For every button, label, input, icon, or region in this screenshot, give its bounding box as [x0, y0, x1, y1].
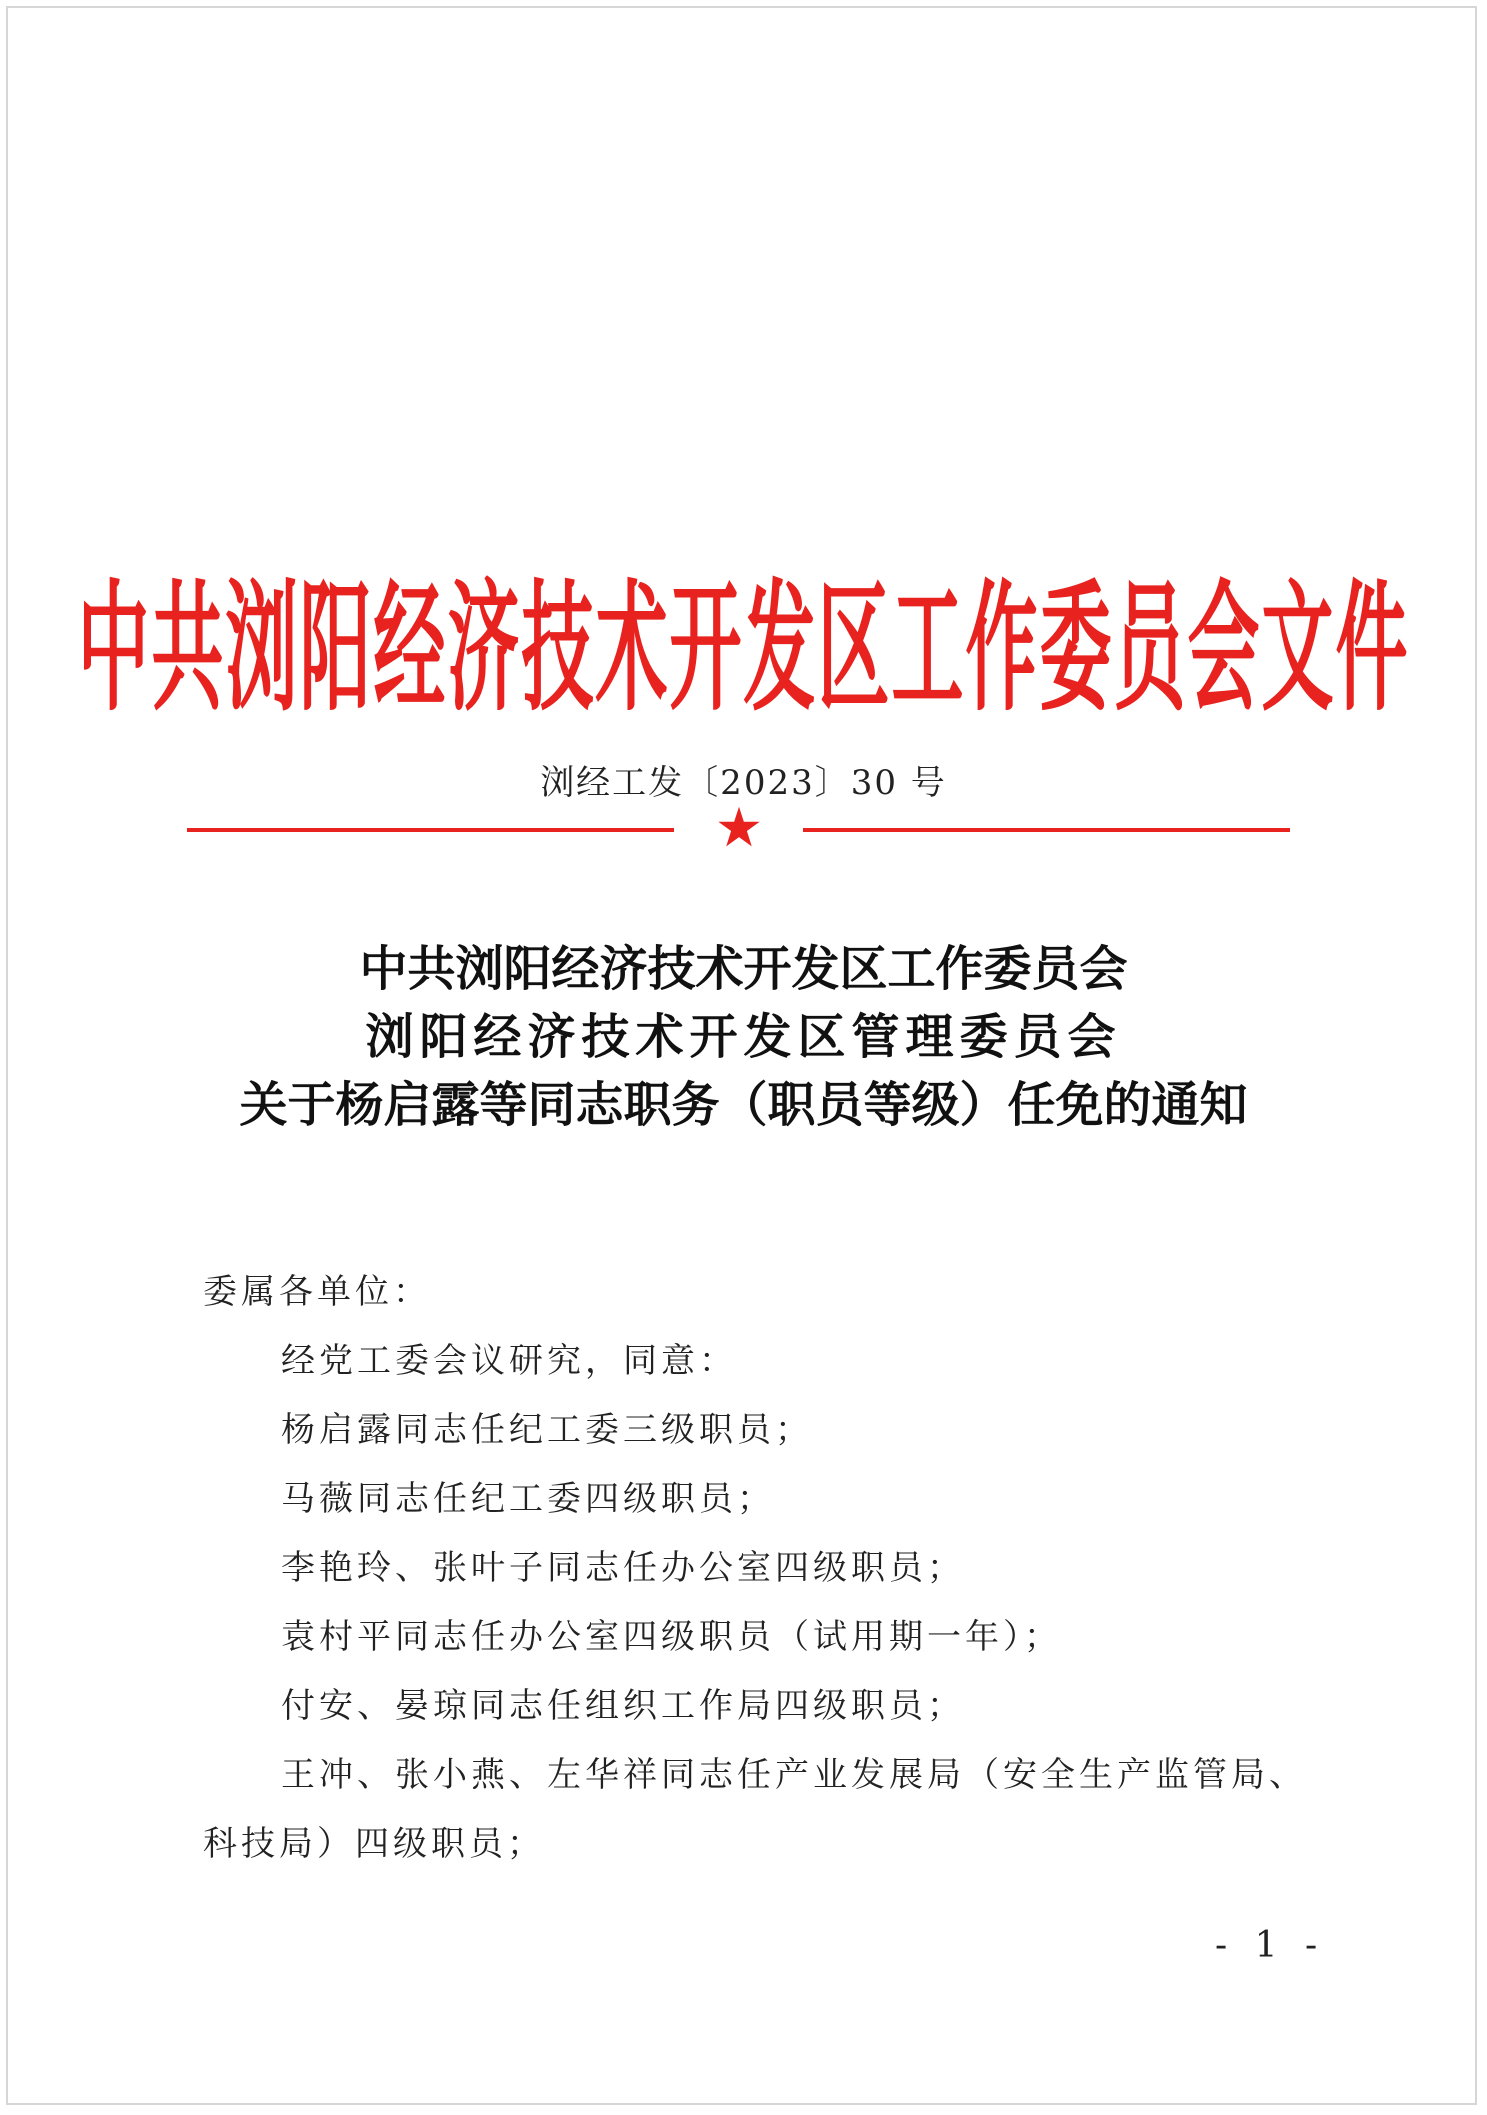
salutation: 委属各单位： [203, 1272, 431, 1312]
document-number: 浏经工发〔2023〕30 号 [540, 763, 947, 803]
body-paragraph: 付安、晏琼同志任组织工作局四级职员； [281, 1686, 965, 1726]
masthead-title: 中共浏阳经济技术开发区工作委员会文件 [77, 566, 1410, 730]
page-number: - 1 - [1215, 1925, 1326, 1966]
title-line-2: 浏阳经济技术开发区管理委员会 [365, 1009, 1122, 1065]
body-paragraph: 杨启露同志任纪工委三级职员； [281, 1410, 813, 1450]
divider-line-left [187, 828, 674, 832]
title-line-1: 中共浏阳经济技术开发区工作委员会 [359, 941, 1128, 997]
body-paragraph: 马薇同志任纪工委四级职员； [281, 1479, 775, 1519]
document-masthead [0, 505, 1487, 745]
divider-line-right [803, 828, 1290, 832]
body-paragraph: 袁村平同志任办公室四级职员（试用期一年）； [281, 1617, 1062, 1657]
star-icon [717, 805, 761, 849]
body-paragraph: 经党工委会议研究，同意： [281, 1341, 737, 1381]
title-line-3: 关于杨启露等同志职务（职员等级）任免的通知 [239, 1077, 1248, 1133]
body-paragraph: 李艳玲、张叶子同志任办公室四级职员； [281, 1548, 965, 1588]
notice-body [203, 1258, 1323, 1879]
notice-title [0, 935, 1487, 1139]
body-paragraph: 王冲、张小燕、左华祥同志任产业发展局（安全生产监管局、科技局）四级职员； [203, 1755, 1307, 1864]
red-divider [187, 805, 1290, 855]
